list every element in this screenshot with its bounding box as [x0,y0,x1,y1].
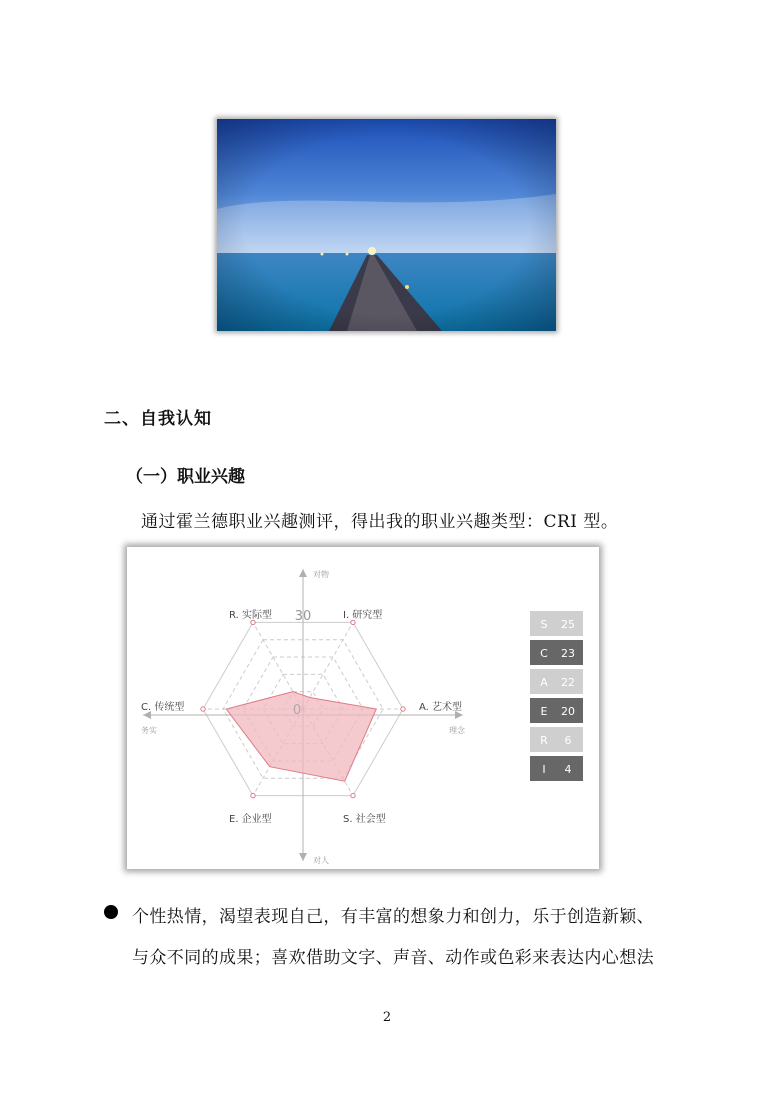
scale-max-label: 30 [294,609,312,624]
score-cell [530,669,583,694]
vertex-marker-6 [201,707,205,711]
dim-label-r: R. 实际型 [229,610,272,621]
score-code: S [540,618,548,631]
score-value: 20 [561,705,575,718]
score-cell [530,756,583,781]
axis-label-left: 务实 [141,726,157,735]
pier-photo-image [217,119,556,331]
score-value: 22 [561,676,575,689]
dim-label-c: C. 传统型 [141,702,185,713]
vertex-marker-4 [351,793,355,797]
score-value: 6 [564,734,572,747]
vertex-marker-3 [401,707,405,711]
score-code: I [542,763,546,776]
axis-label-bottom: 对人 [313,856,329,865]
pier-photo [217,119,556,331]
axis-arrow-top [299,569,307,577]
section-heading: 二、自我认知 [104,409,212,429]
score-row-c [530,640,583,665]
radar-svg [127,547,599,869]
score-cell [530,640,583,665]
score-code: A [540,676,548,689]
bullet-item [104,897,684,979]
score-list [530,611,583,781]
grid-spoke-2 [303,622,353,709]
dim-label-a: A. 艺术型 [419,702,463,713]
dim-label-s: S. 社会型 [343,814,386,825]
intro-paragraph: 通过霍兰德职业兴趣测评，得出我的职业兴趣类型：CRI 型。 [141,512,619,532]
axis-label-right: 理念 [449,726,465,735]
axis-arrow-bottom [299,853,307,861]
subsection-heading: （一）职业兴趣 [126,467,245,487]
vertex-marker-5 [251,793,255,797]
score-row-r [530,727,583,752]
dim-label-i: I. 研究型 [343,610,383,621]
score-value: 4 [564,763,572,776]
score-cell [530,698,583,723]
score-row-s [530,611,583,636]
score-value: 23 [561,647,575,660]
score-value: 25 [561,618,575,631]
score-cell [530,611,583,636]
score-code: E [540,705,548,718]
holland-radar-chart [127,547,599,869]
score-row-a [530,669,583,694]
score-row-i [530,756,583,781]
score-cell [530,727,583,752]
score-code: R [540,734,548,747]
score-code: C [540,647,548,660]
scale-center-label: 0 [292,703,302,718]
axis-label-top: 对物 [313,570,329,579]
score-polygon [226,692,376,782]
bullet-line-1: 个性热情，渴望表现自己，有丰富的想象力和创力，乐于创造新颖、 [132,907,654,927]
page-number: 2 [382,1010,392,1025]
score-row-e [530,698,583,723]
bullet-line-2: 与众不同的成果；喜欢借助文字、声音、动作或色彩来表达内心想法 [132,948,654,968]
bullet-dot-icon [104,905,118,919]
dim-label-e: E. 企业型 [229,814,272,825]
